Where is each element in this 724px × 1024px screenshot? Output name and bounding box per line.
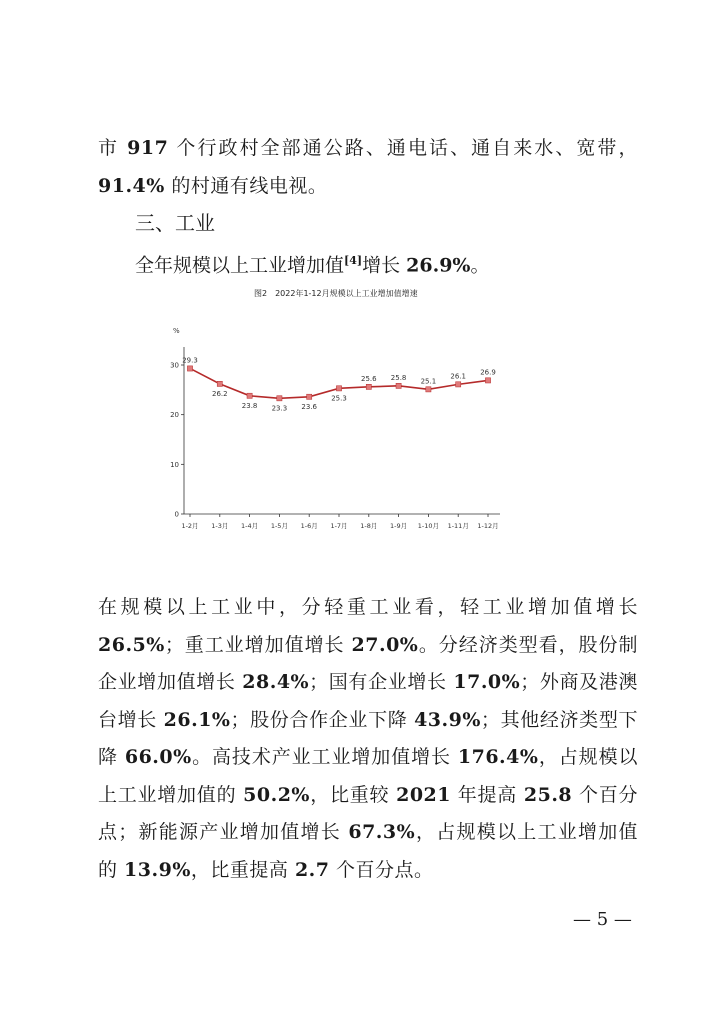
chart-figure [170, 285, 515, 545]
number: 26.1% [163, 708, 231, 731]
number: 66.0% [124, 746, 192, 768]
y-tick-label: 0 [174, 510, 179, 519]
data-label: 23.6 [301, 402, 317, 411]
section-heading: 三、工业 [135, 211, 215, 235]
data-label: 26.1 [450, 372, 466, 381]
footnote-ref: [4] [344, 254, 363, 267]
x-tick-label: 1-7月 [330, 522, 348, 530]
text: 年提高 [450, 783, 524, 806]
number: 13.9% [124, 858, 191, 881]
data-point [277, 396, 282, 401]
number: 2021 [396, 783, 451, 806]
data-point [217, 381, 222, 386]
line-chart [170, 285, 515, 545]
text: ；其他经济类型下降 [98, 708, 638, 768]
text: ；国有企业增长 [309, 671, 454, 693]
y-tick-label: 30 [170, 361, 179, 370]
x-tick-label: 1-5月 [270, 522, 288, 530]
number: 26.5% [98, 633, 165, 656]
text: ，比重提高 [190, 858, 295, 881]
x-tick-label: 1-3月 [211, 522, 229, 530]
number: 67.3% [348, 821, 416, 843]
data-label: 23.8 [241, 401, 258, 410]
data-label: 25.3 [331, 394, 347, 403]
x-tick-label: 1-12月 [477, 522, 499, 530]
number: 43.9% [414, 708, 481, 731]
text: 个百分点。 [329, 858, 434, 881]
text: 。分经济类型看，股份制企业增加值增长 [98, 633, 638, 693]
text: 个百分点；新能源产业增加值增长 [98, 783, 638, 843]
text: ，占规模以上工业增加值的 [98, 821, 638, 881]
text: ；重工业增加值增长 [164, 633, 352, 656]
x-tick-label: 1-9月 [390, 522, 408, 530]
page-number: — 5 — [573, 909, 632, 930]
text: 市 [98, 137, 120, 159]
x-tick-label: 1-11月 [447, 522, 469, 530]
data-point [396, 383, 401, 388]
y-tick-label: 20 [170, 411, 179, 420]
data-label: 26.2 [212, 389, 228, 398]
number: 27.0% [351, 633, 419, 656]
number: 17.0% [453, 671, 521, 693]
data-point [187, 366, 192, 371]
x-tick-label: 1-8月 [360, 522, 378, 530]
data-point [366, 384, 371, 389]
lead-text: 增长 [362, 254, 401, 277]
number: 2.7 [294, 858, 330, 881]
data-point [307, 394, 312, 399]
lead-text: 。 [470, 254, 490, 277]
data-label: 25.6 [361, 374, 377, 383]
data-point [456, 382, 461, 387]
text: 的村通有线电视。 [171, 174, 328, 197]
text: 个行政村全部通公路、通电话、通自来水、宽带， [176, 137, 638, 159]
text: 在规模以上工业中，分轻重工业看，轻工业增加值增长 [98, 596, 638, 618]
data-label: 29.3 [182, 356, 198, 365]
number: 50.2% [243, 783, 310, 806]
number: 28.4% [242, 671, 310, 693]
text: ，占规模以上工业增加值的 [98, 746, 638, 806]
number: 917 [127, 137, 169, 159]
data-label: 25.1 [420, 377, 437, 386]
data-point [485, 378, 490, 383]
number: 25.8 [523, 783, 573, 806]
data-point [426, 387, 431, 392]
data-label: 25.8 [390, 373, 407, 382]
y-axis-unit: % [173, 327, 180, 335]
data-point [247, 393, 252, 398]
data-point [336, 386, 341, 391]
text: ；外商及港澳台增长 [98, 671, 638, 731]
paragraph-top [98, 130, 638, 205]
x-tick-label: 1-10月 [417, 522, 440, 530]
text: ；股份合作企业下降 [230, 708, 415, 731]
number: 91.4% [98, 174, 165, 197]
chart-title: 图2 2022年1-12月规模以上工业增加值增速 [254, 289, 418, 298]
text: 。高技术产业工业增加值增长 [191, 746, 458, 768]
paragraph-bottom [98, 589, 638, 889]
x-tick-label: 1-6月 [300, 522, 318, 530]
y-tick-label: 10 [170, 460, 179, 469]
lead-value: 26.9% [406, 254, 471, 277]
data-label: 26.9 [480, 368, 496, 377]
x-tick-label: 1-2月 [181, 522, 199, 530]
x-tick-label: 1-4月 [241, 522, 259, 530]
lead-text: 全年规模以上工业增加值 [135, 254, 345, 277]
data-label: 23.3 [271, 404, 288, 413]
lead-sentence [135, 243, 490, 283]
text: ，比重较 [309, 783, 397, 806]
number: 176.4% [457, 746, 539, 768]
